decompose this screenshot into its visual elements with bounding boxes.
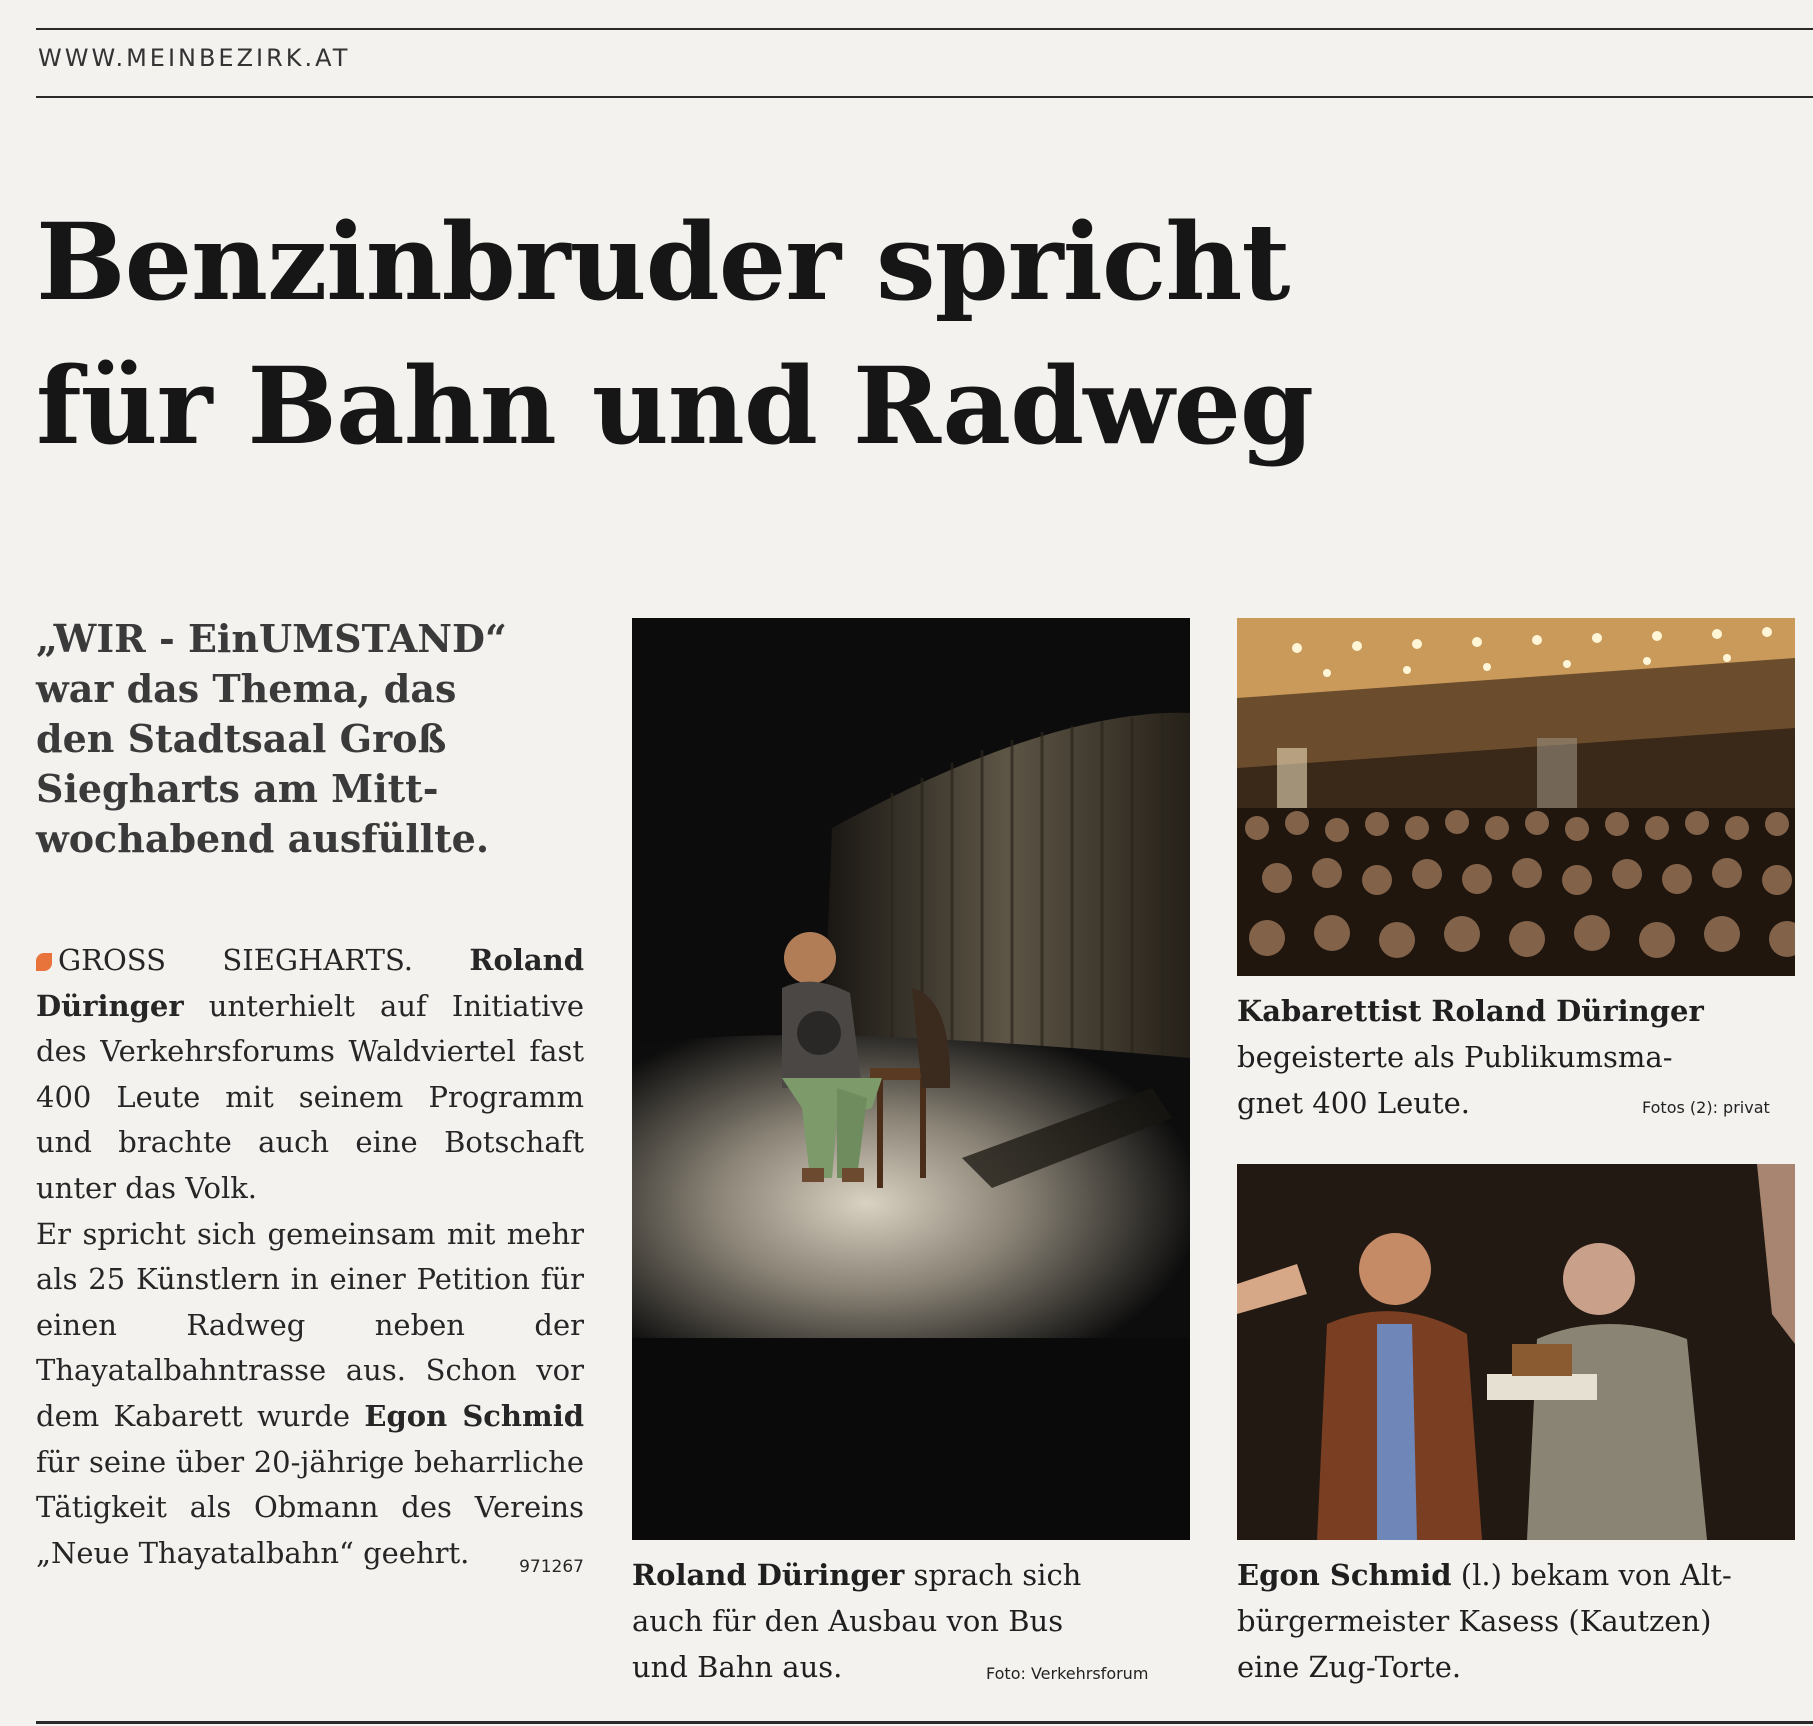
- body-text: Er spricht sich gemeinsam mit mehr als 25 Künstlern in einer Petition für einen Radweg neben der Thayatalbahntrasse aus. Schon vor dem Kabarett wurde: [36, 1216, 584, 1433]
- caption-text: (l.) bekam von Alt-: [1460, 1558, 1732, 1592]
- caption-line: begeisterte als Publikumsma-: [1237, 1040, 1673, 1074]
- person-name: Roland Düringer: [36, 943, 585, 1023]
- caption-line: eine Zug-Torte.: [1237, 1650, 1462, 1684]
- body-text: für seine über 20-jährige beharrliche Tätigkeit als Obmann des Vereins „Neue Thayatalbahn“ geehrt.: [36, 1444, 584, 1570]
- caption-line: [632, 1552, 1192, 1598]
- lead-line: den Stadtsaal Groß: [36, 716, 447, 761]
- lead-line: war das Thema, das: [36, 666, 457, 711]
- header-rule: [36, 96, 1813, 98]
- caption-line: gnet 400 Leute.: [1237, 1086, 1470, 1120]
- bottom-rule: [36, 1721, 1813, 1724]
- caption-name: Egon Schmid: [1237, 1558, 1452, 1592]
- stage-photo-illustration: [632, 618, 1190, 1540]
- headline-line-1: Benzinbruder spricht: [36, 199, 1290, 324]
- person-name: Egon Schmid: [364, 1398, 584, 1433]
- award-caption: [1237, 1552, 1797, 1690]
- caption-line: [1237, 1552, 1797, 1598]
- award-photo-illustration: [1237, 1164, 1795, 1540]
- headline-line-2: für Bahn und Radweg: [36, 343, 1314, 468]
- caption-name: Kabarettist Roland Düringer: [1237, 994, 1704, 1028]
- lead-line: Siegharts am Mitt-: [36, 766, 439, 811]
- caption-line: [1237, 988, 1797, 1034]
- body-text: unterhielt auf Initiative des Verkehrsforums Waldviertel fast 400 Leute mit seinem Programm und brachte auch eine Botschaft unter das Volk.: [36, 988, 584, 1205]
- caption-line: auch für den Ausbau von Bus: [632, 1604, 1064, 1638]
- stage-photo-credit: Foto: Verkehrsforum: [986, 1664, 1149, 1683]
- lead-paragraph: [36, 614, 596, 864]
- caption-name: Roland Düringer: [632, 1558, 905, 1592]
- caption-line: und Bahn aus.: [632, 1650, 843, 1684]
- hall-photo-credit: Fotos (2): privat: [1642, 1098, 1770, 1117]
- top-rule: [36, 28, 1813, 30]
- dateline-marker-icon: [36, 953, 52, 971]
- caption-text: sprach sich: [913, 1558, 1082, 1592]
- dateline: GROSS SIEGHARTS.: [58, 943, 413, 977]
- caption-line: bürgermeister Kasess (Kautzen): [1237, 1604, 1712, 1638]
- lead-line: wochabend ausfüllte.: [36, 816, 490, 861]
- body-paragraph-2: [36, 1212, 584, 1577]
- article-body: [36, 938, 584, 1590]
- headline: [36, 190, 1796, 478]
- hall-photo-illustration: [1237, 618, 1795, 976]
- stage-photo: [632, 618, 1190, 1540]
- award-photo: [1237, 1164, 1795, 1540]
- article-code: 971267: [519, 1556, 584, 1577]
- site-url: WWW.MEINBEZIRK.AT: [38, 44, 351, 72]
- lead-line: „WIR - EinUMSTAND“: [36, 616, 507, 661]
- hall-photo: [1237, 618, 1795, 976]
- body-paragraph-1: [36, 938, 584, 1212]
